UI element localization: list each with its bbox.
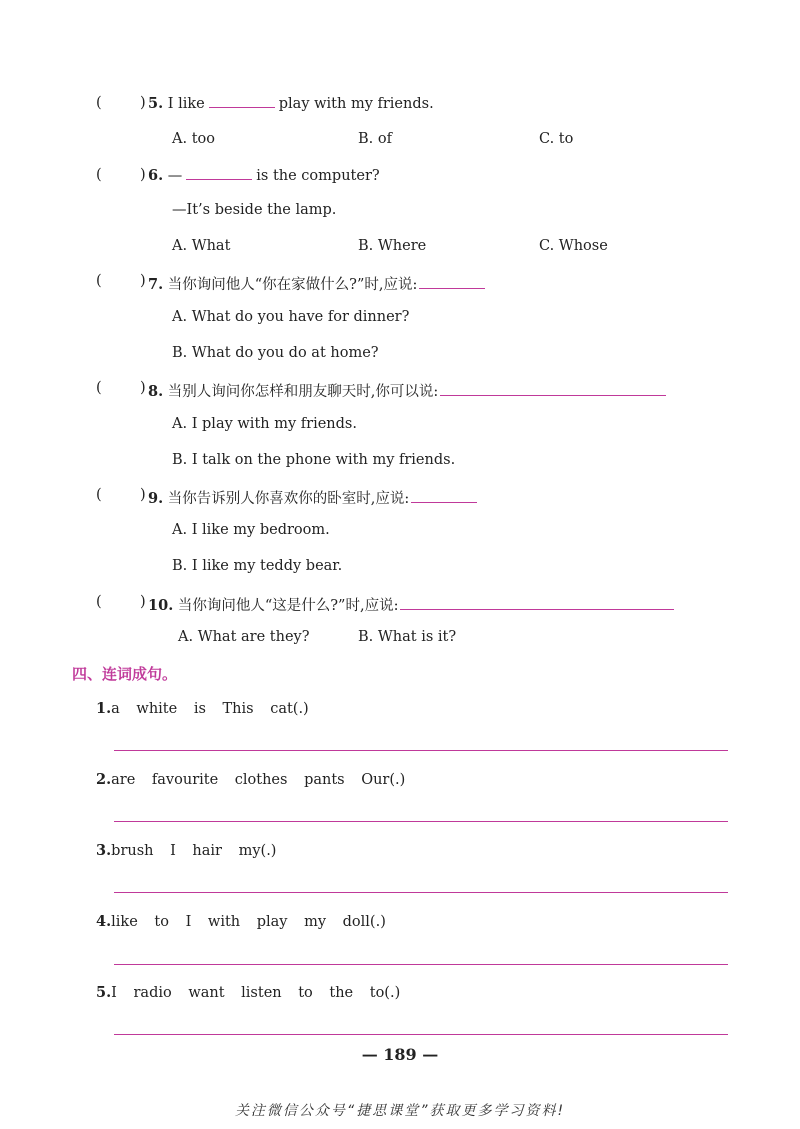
fill-blank[interactable] <box>419 276 485 289</box>
option-b[interactable]: B. Where <box>358 238 427 254</box>
option-a[interactable]: A. I like my bedroom. <box>172 522 330 538</box>
option-a[interactable]: A. too <box>172 131 215 147</box>
question-stem: 8. 当别人询问你怎样和朋友聊天时,你可以说: <box>148 380 670 401</box>
option-c[interactable]: C. to <box>539 131 574 147</box>
answer-paren[interactable]: ( ) <box>96 167 146 183</box>
question-number: 9 <box>148 490 159 507</box>
option-b[interactable]: B. What is it? <box>358 629 457 645</box>
answer-paren[interactable]: ( ) <box>96 380 146 396</box>
question-stem: 10. 当你询问他人“这是什么?”时,应说: <box>148 594 678 615</box>
sentence-item-1: 1.a white is This cat(.) <box>96 700 309 717</box>
sentence-item-3: 3.brush I hair my(.) <box>96 842 277 859</box>
answer-paren[interactable]: ( ) <box>96 487 146 503</box>
answer-line[interactable] <box>114 821 728 822</box>
question-stem: 9. 当你告诉别人你喜欢你的卧室时,应说: <box>148 487 481 508</box>
question-number: 5 <box>148 95 159 112</box>
question-6-answer-line: —It’s beside the lamp. <box>172 202 337 218</box>
section-title: 四、连词成句。 <box>72 665 178 683</box>
sentence-item-2: 2.are favourite clothes pants Our(.) <box>96 771 406 788</box>
sentence-item-4: 4.like to I with play my doll(.) <box>96 913 386 930</box>
option-b[interactable]: B. I like my teddy bear. <box>172 558 343 574</box>
question-number: 10 <box>148 597 169 614</box>
option-b[interactable]: B. What do you do at home? <box>172 345 379 361</box>
option-c[interactable]: C. Whose <box>539 238 608 254</box>
question-number: 8 <box>148 383 159 400</box>
option-b[interactable]: B. of <box>358 131 392 147</box>
question-number: 6 <box>148 167 159 184</box>
option-a[interactable]: A. What do you have for dinner? <box>172 309 410 325</box>
question-number: 7 <box>148 276 159 293</box>
footer-note: 关注微信公众号“捷思课堂”获取更多学习资料! <box>234 1103 566 1119</box>
fill-blank[interactable] <box>209 95 275 108</box>
answer-line[interactable] <box>114 964 728 965</box>
option-a[interactable]: A. What are they? <box>178 629 310 645</box>
answer-paren[interactable]: ( ) <box>96 273 146 289</box>
page-number: — 189 — <box>361 1045 439 1064</box>
answer-line[interactable] <box>114 1034 728 1035</box>
question-stem: 5. I like play with my friends. <box>148 95 434 112</box>
option-b[interactable]: B. I talk on the phone with my friends. <box>172 452 456 468</box>
answer-line[interactable] <box>114 892 728 893</box>
question-stem: 7. 当你询问他人“你在家做什么?”时,应说: <box>148 273 489 294</box>
fill-blank[interactable] <box>400 597 674 610</box>
answer-paren[interactable]: ( ) <box>96 95 146 111</box>
option-a[interactable]: A. What <box>172 238 231 254</box>
fill-blank[interactable] <box>186 167 252 180</box>
fill-blank[interactable] <box>411 490 477 503</box>
answer-line[interactable] <box>114 750 728 751</box>
question-stem: 6. — is the computer? <box>148 167 380 184</box>
option-a[interactable]: A. I play with my friends. <box>172 416 357 432</box>
sentence-item-5: 5.I radio want listen to the to(.) <box>96 984 401 1001</box>
answer-paren[interactable]: ( ) <box>96 594 146 610</box>
fill-blank[interactable] <box>440 383 666 396</box>
